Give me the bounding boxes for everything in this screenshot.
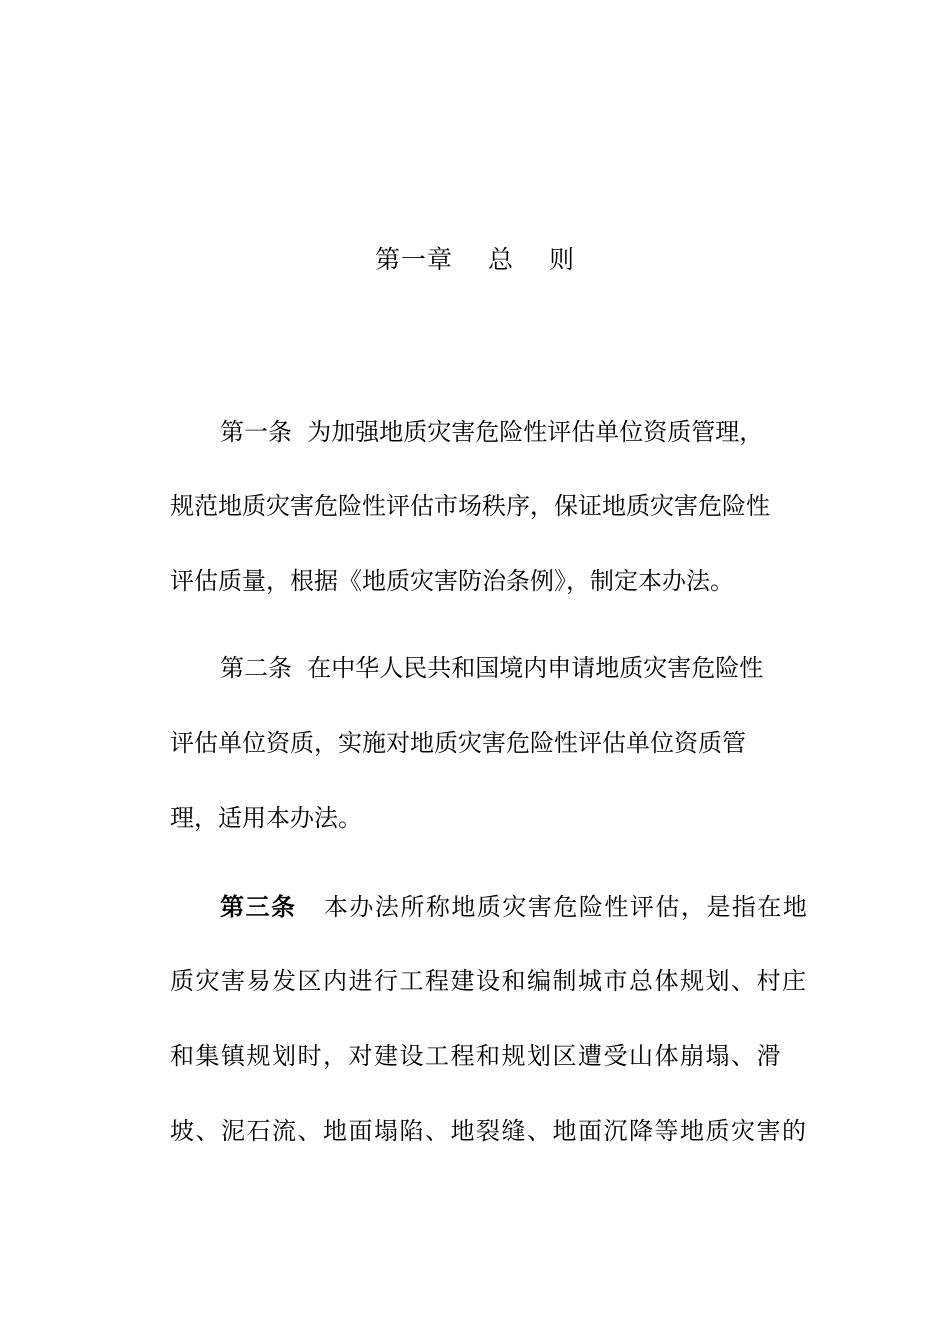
article-3-text-1: 本办法所称地质灾害危险性评估，是指在地 <box>323 893 809 921</box>
article-1-line-1 <box>170 412 840 452</box>
article-2-text-1: 在中华人民共和国境内申请地质灾害危险性 <box>307 654 764 682</box>
article-1-text-1: 为加强地质灾害危险性评估单位资质管理， <box>307 418 764 446</box>
article-3-line-1 <box>170 887 840 927</box>
article-2-label: 第二条 <box>220 654 292 682</box>
article-3-line-3: 和集镇规划时，对建设工程和规划区遭受山体崩塌、滑 <box>170 1042 782 1070</box>
article-2-line-2: 评估单位资质，实施对地质灾害危险性评估单位资质管 <box>170 729 746 757</box>
article-1-line-3: 评估质量，根据《地质灾害防治条例》，制定本办法。 <box>170 567 734 595</box>
article-3-label: 第三条 <box>220 893 297 921</box>
chapter-title: 第一章 总 则 <box>375 245 575 274</box>
article-1-label: 第一条 <box>220 418 292 446</box>
article-2-line-1 <box>170 648 840 688</box>
article-3-line-4: 坡、泥石流、地面塌陷、地裂缝、地面沉降等地质灾害的 <box>170 1117 808 1145</box>
article-1-line-2: 规范地质灾害危险性评估市场秩序，保证地质灾害危险性 <box>170 492 770 520</box>
article-2-line-3: 理，适用本办法。 <box>170 804 362 832</box>
article-3-line-2: 质灾害易发区内进行工程建设和编制城市总体规划、村庄 <box>170 967 808 995</box>
